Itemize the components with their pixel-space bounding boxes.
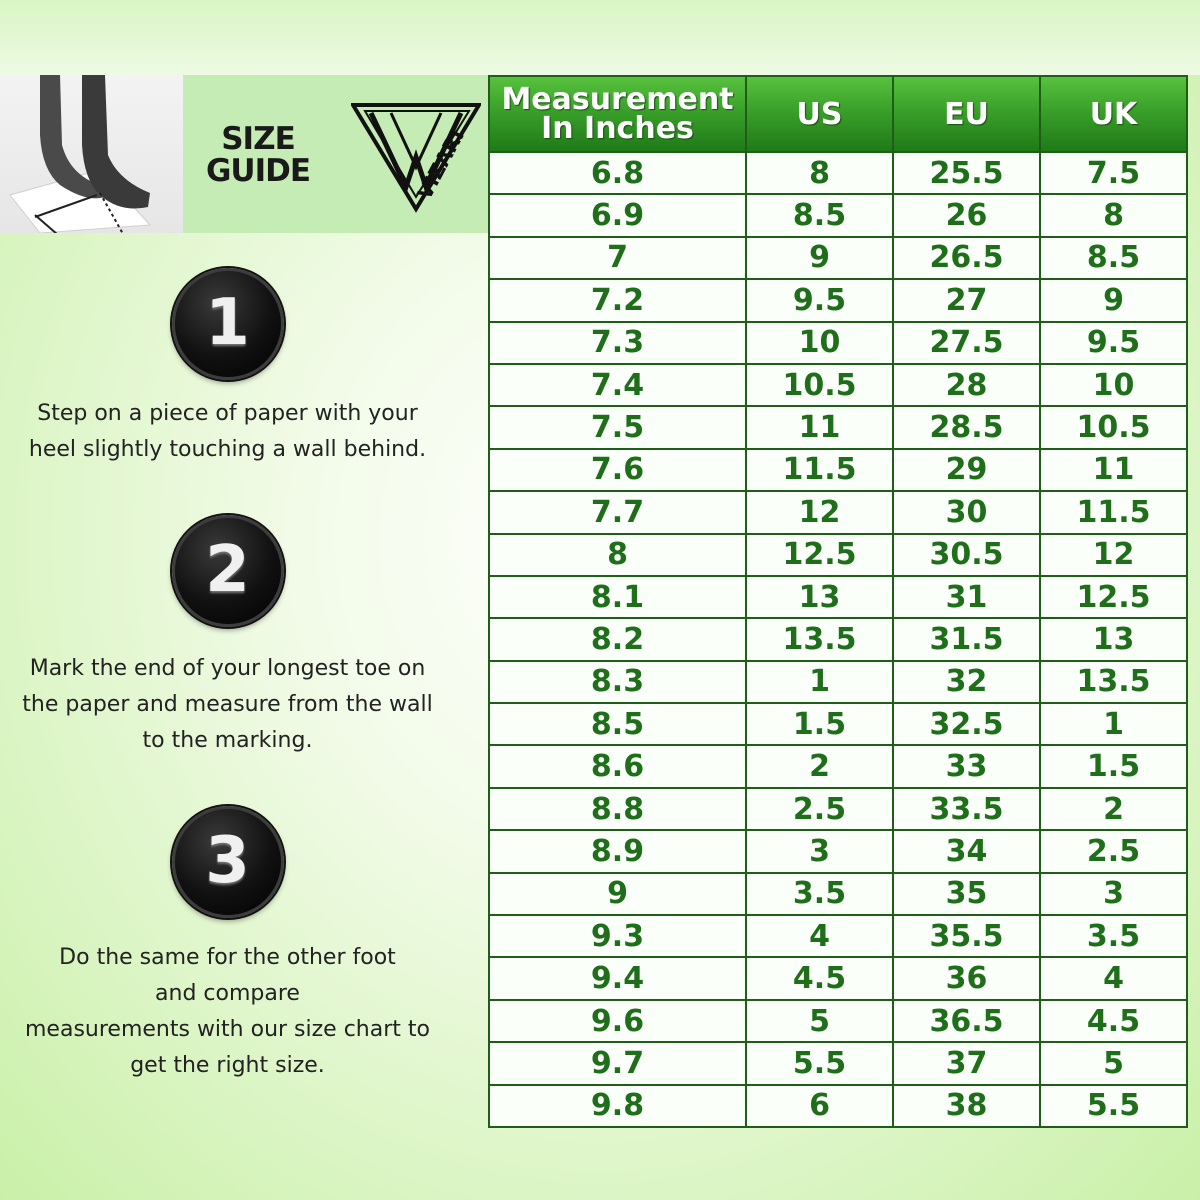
size-guide-title-line1: SIZE — [221, 121, 295, 157]
table-cell-eu: 28.5 — [893, 406, 1040, 448]
table-cell-measurement: 9.6 — [489, 1000, 746, 1042]
table-row — [489, 957, 1187, 999]
column-header-measurement: Measurement In Inches — [489, 76, 746, 152]
table-cell-uk: 3.5 — [1040, 915, 1187, 957]
table-cell-us: 10.5 — [746, 364, 893, 406]
table-cell-us: 13 — [746, 576, 893, 618]
table-cell-measurement: 7.6 — [489, 449, 746, 491]
table-cell-measurement: 6.9 — [489, 194, 746, 236]
table-cell-us: 12.5 — [746, 534, 893, 576]
table-cell-uk: 12 — [1040, 534, 1187, 576]
table-cell-eu: 28 — [893, 364, 1040, 406]
size-guide-title — [193, 123, 323, 187]
table-row — [489, 661, 1187, 703]
table-cell-us: 9 — [746, 237, 893, 279]
table-row — [489, 237, 1187, 279]
table-cell-us: 4.5 — [746, 957, 893, 999]
table-cell-measurement: 7.4 — [489, 364, 746, 406]
table-cell-measurement: 7.7 — [489, 491, 746, 533]
table-row — [489, 1042, 1187, 1084]
step-3-number: 3 — [205, 824, 250, 898]
table-cell-measurement: 9.3 — [489, 915, 746, 957]
table-row — [489, 873, 1187, 915]
table-cell-measurement: 9.4 — [489, 957, 746, 999]
table-cell-us: 4 — [746, 915, 893, 957]
table-cell-eu: 38 — [893, 1085, 1040, 1127]
top-band — [0, 0, 1200, 75]
table-cell-eu: 35.5 — [893, 915, 1040, 957]
table-cell-uk: 3 — [1040, 873, 1187, 915]
table-cell-uk: 12.5 — [1040, 576, 1187, 618]
table-cell-us: 8.5 — [746, 194, 893, 236]
table-cell-measurement: 7.5 — [489, 406, 746, 448]
table-cell-us: 6 — [746, 1085, 893, 1127]
table-row — [489, 576, 1187, 618]
table-cell-us: 8 — [746, 152, 893, 194]
table-cell-uk: 11 — [1040, 449, 1187, 491]
table-cell-us: 10 — [746, 322, 893, 364]
table-cell-eu: 30.5 — [893, 534, 1040, 576]
table-cell-uk: 10.5 — [1040, 406, 1187, 448]
table-cell-uk: 5 — [1040, 1042, 1187, 1084]
column-header-eu: EU — [893, 76, 1040, 152]
table-cell-us: 2.5 — [746, 788, 893, 830]
table-cell-measurement: 9 — [489, 873, 746, 915]
table-row — [489, 449, 1187, 491]
table-cell-measurement: 8.9 — [489, 830, 746, 872]
table-cell-uk: 2 — [1040, 788, 1187, 830]
step-1-text: Step on a piece of paper with your heel slightly touching a wall behind. — [28, 401, 427, 462]
table-row — [489, 491, 1187, 533]
table-cell-eu: 26.5 — [893, 237, 1040, 279]
table-cell-measurement: 7.2 — [489, 279, 746, 321]
table-row — [489, 830, 1187, 872]
table-cell-us: 1.5 — [746, 703, 893, 745]
table-row — [489, 745, 1187, 787]
logo-brand-text: VIZARI — [412, 125, 469, 204]
table-cell-us: 5 — [746, 1000, 893, 1042]
table-cell-measurement: 9.7 — [489, 1042, 746, 1084]
table-header-row — [489, 76, 1187, 152]
table-cell-eu: 26 — [893, 194, 1040, 236]
table-cell-eu: 31.5 — [893, 618, 1040, 660]
table-cell-measurement: 6.8 — [489, 152, 746, 194]
table-cell-us: 12 — [746, 491, 893, 533]
table-cell-eu: 31 — [893, 576, 1040, 618]
table-row — [489, 703, 1187, 745]
table-cell-eu: 36.5 — [893, 1000, 1040, 1042]
table-cell-uk: 4.5 — [1040, 1000, 1187, 1042]
table-row — [489, 152, 1187, 194]
table-cell-uk: 1.5 — [1040, 745, 1187, 787]
table-cell-uk: 8 — [1040, 194, 1187, 236]
table-cell-eu: 33 — [893, 745, 1040, 787]
table-cell-us: 11.5 — [746, 449, 893, 491]
table-cell-eu: 32.5 — [893, 703, 1040, 745]
table-cell-measurement: 8 — [489, 534, 746, 576]
table-cell-measurement: 8.5 — [489, 703, 746, 745]
step-2-text: Mark the end of your longest toe on the paper and measure from the wall to the marking. — [22, 656, 433, 753]
step-3-badge — [172, 806, 284, 918]
table-cell-measurement: 8.2 — [489, 618, 746, 660]
table-cell-eu: 32 — [893, 661, 1040, 703]
table-row — [489, 194, 1187, 236]
column-header-uk: UK — [1040, 76, 1187, 152]
table-cell-measurement: 8.6 — [489, 745, 746, 787]
table-cell-eu: 35 — [893, 873, 1040, 915]
table-cell-eu: 36 — [893, 957, 1040, 999]
table-cell-us: 3 — [746, 830, 893, 872]
step-1 — [0, 268, 455, 468]
table-row — [489, 1000, 1187, 1042]
table-cell-eu: 29 — [893, 449, 1040, 491]
table-cell-measurement: 7 — [489, 237, 746, 279]
table-cell-eu: 25.5 — [893, 152, 1040, 194]
column-header-us: US — [746, 76, 893, 152]
table-cell-uk: 2.5 — [1040, 830, 1187, 872]
foot-measuring-illustration — [0, 75, 183, 233]
table-cell-eu: 27 — [893, 279, 1040, 321]
step-2-number: 2 — [205, 533, 250, 607]
table-cell-eu: 27.5 — [893, 322, 1040, 364]
table-row — [489, 1085, 1187, 1127]
table-row — [489, 322, 1187, 364]
size-table — [488, 75, 1188, 1128]
table-cell-us: 9.5 — [746, 279, 893, 321]
size-guide-panel — [183, 75, 488, 233]
table-cell-uk: 13.5 — [1040, 661, 1187, 703]
table-row — [489, 279, 1187, 321]
vizari-logo — [351, 97, 481, 215]
table-cell-measurement: 7.3 — [489, 322, 746, 364]
table-cell-eu: 37 — [893, 1042, 1040, 1084]
table-cell-eu: 30 — [893, 491, 1040, 533]
table-cell-uk: 11.5 — [1040, 491, 1187, 533]
table-row — [489, 788, 1187, 830]
table-cell-us: 1 — [746, 661, 893, 703]
table-cell-uk: 4 — [1040, 957, 1187, 999]
table-cell-eu: 33.5 — [893, 788, 1040, 830]
table-cell-measurement: 9.8 — [489, 1085, 746, 1127]
table-cell-uk: 1 — [1040, 703, 1187, 745]
table-cell-us: 13.5 — [746, 618, 893, 660]
table-cell-uk: 10 — [1040, 364, 1187, 406]
table-body — [489, 152, 1187, 1127]
table-cell-uk: 9 — [1040, 279, 1187, 321]
table-cell-us: 11 — [746, 406, 893, 448]
table-cell-us: 2 — [746, 745, 893, 787]
table-cell-uk: 8.5 — [1040, 237, 1187, 279]
table-cell-measurement: 8.3 — [489, 661, 746, 703]
table-row — [489, 618, 1187, 660]
table-cell-uk: 9.5 — [1040, 322, 1187, 364]
step-2-badge — [172, 515, 284, 627]
table-row — [489, 364, 1187, 406]
table-cell-uk: 5.5 — [1040, 1085, 1187, 1127]
table-cell-us: 5.5 — [746, 1042, 893, 1084]
size-chart — [488, 75, 1186, 1128]
table-row — [489, 406, 1187, 448]
table-cell-measurement: 8.8 — [489, 788, 746, 830]
table-cell-uk: 7.5 — [1040, 152, 1187, 194]
step-1-badge — [172, 268, 284, 380]
step-2 — [0, 515, 455, 759]
step-1-number: 1 — [205, 286, 250, 360]
table-cell-eu: 34 — [893, 830, 1040, 872]
table-row — [489, 915, 1187, 957]
table-row — [489, 534, 1187, 576]
step-3 — [0, 806, 455, 1084]
step-3-text: Do the same for the other foot and compare measurements with our size chart to get the right size. — [25, 945, 430, 1078]
table-cell-measurement: 8.1 — [489, 576, 746, 618]
table-cell-us: 3.5 — [746, 873, 893, 915]
size-guide-title-line2: GUIDE — [205, 153, 311, 189]
table-cell-uk: 13 — [1040, 618, 1187, 660]
